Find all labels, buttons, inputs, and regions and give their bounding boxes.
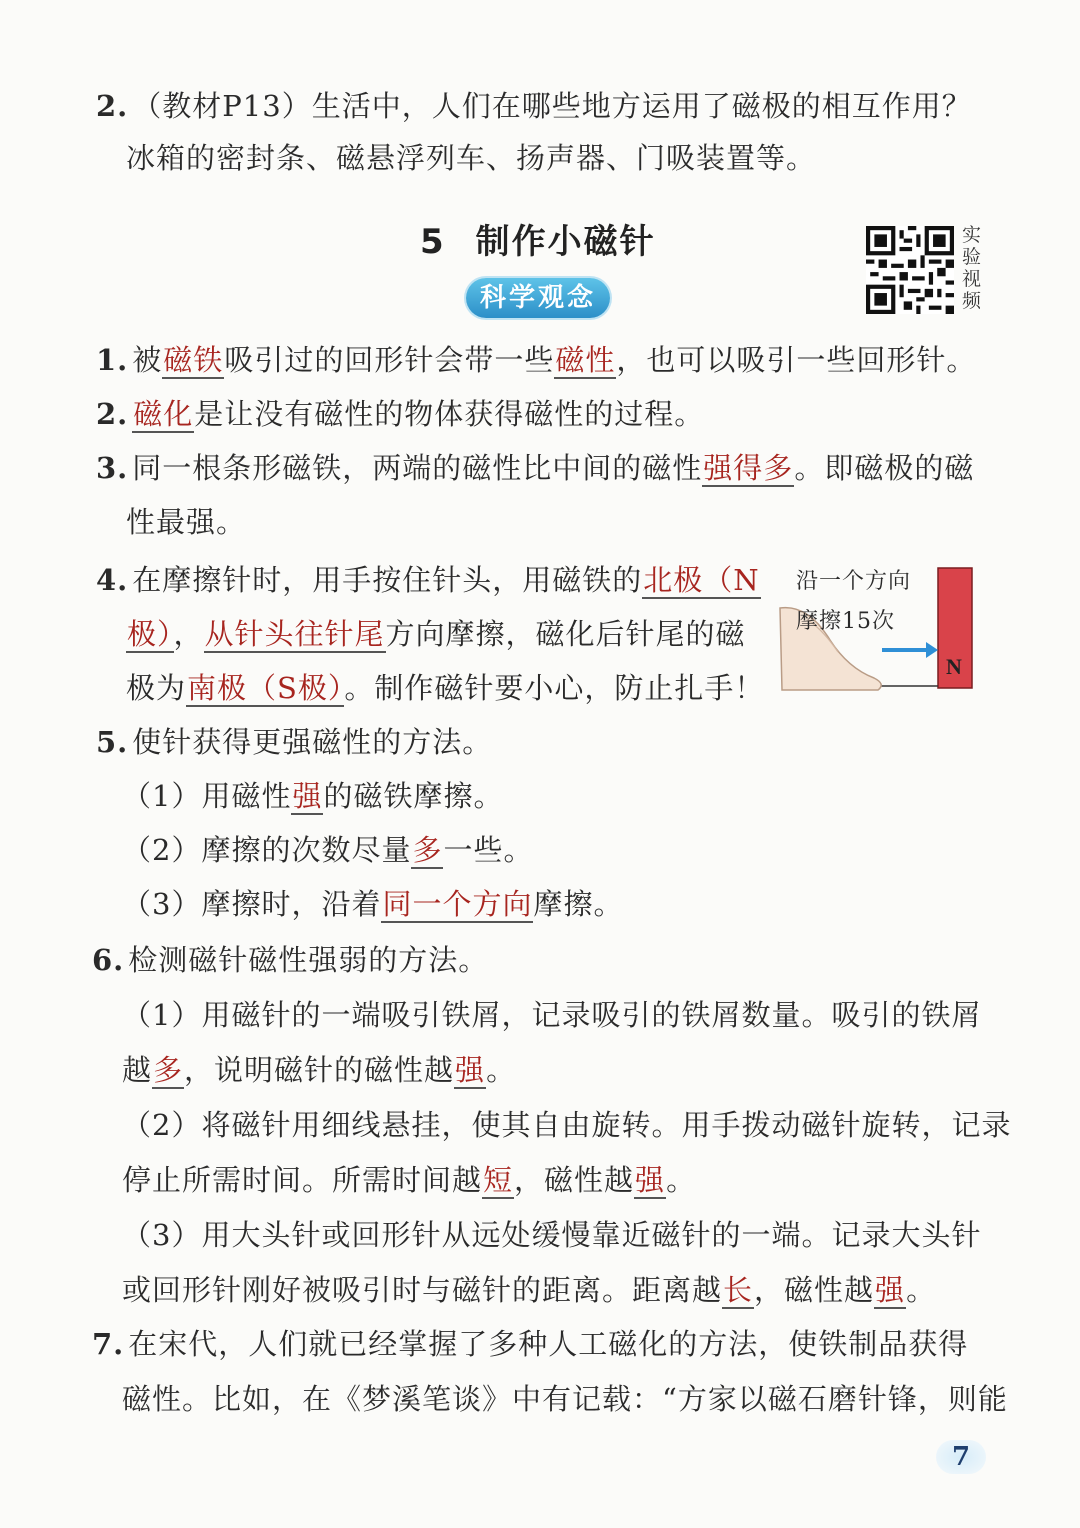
item-6-sub-1: （1）用磁针的一端吸引铁屑，记录吸引的铁屑数量。吸引的铁屑 <box>122 998 982 1032</box>
answer-fill: 磁铁 <box>163 343 224 377</box>
text: 在宋代，人们就已经掌握了多种人工磁化的方法，使铁制品获得 <box>128 1327 969 1361</box>
text: 检测磁针磁性强弱的方法。 <box>128 943 489 977</box>
item-5-sub-2 <box>122 830 533 870</box>
text: ，也可以吸引一些回形针。 <box>616 343 977 377</box>
question-2 <box>96 86 972 126</box>
answer-fill: 长 <box>723 1273 754 1307</box>
section-title <box>420 214 656 263</box>
item-4-line2 <box>126 614 746 654</box>
item-6-sub-1-cont <box>122 1050 516 1090</box>
answer-fill: 短 <box>483 1163 514 1197</box>
text: 摩擦。 <box>533 887 624 921</box>
text: 极为 <box>126 671 187 705</box>
arrow-head <box>926 642 938 658</box>
item-3 <box>96 448 974 488</box>
item-2 <box>96 394 704 434</box>
item-3-cont: 性最强。 <box>126 505 247 539</box>
text: 的磁铁摩擦。 <box>323 779 504 813</box>
item-6-sub-2: （2）将磁针用细线悬挂，使其自由旋转。用手拨动磁针旋转，记录 <box>122 1108 1012 1142</box>
item-6-sub-2-cont <box>122 1160 696 1200</box>
text: 停止所需时间。所需时间越 <box>122 1163 483 1197</box>
item-7-cont: 磁性。比如，在《梦溪笔谈》中有记载：“方家以磁石磨针锋，则能 <box>122 1382 1008 1416</box>
item-1 <box>96 340 976 380</box>
qr-code-icon[interactable] <box>866 226 954 314</box>
item-number: 6. <box>92 943 125 977</box>
section-number: 5 <box>420 222 446 262</box>
answer-fill: 强得多 <box>703 451 794 485</box>
text: 方向摩擦，磁化后针尾的磁 <box>385 617 746 651</box>
answer-fill: 磁化 <box>133 397 194 431</box>
text: ，磁性越 <box>754 1273 875 1307</box>
text: 被 <box>132 343 163 377</box>
text: 。 <box>906 1273 937 1307</box>
figure-label-1: 沿一个方向 <box>796 569 912 594</box>
text: ，说明磁针的磁性越 <box>184 1053 455 1087</box>
answer-fill: 强 <box>292 779 323 813</box>
item-4 <box>96 560 761 600</box>
text: 。 <box>486 1053 517 1087</box>
item-7 <box>92 1324 968 1364</box>
answer-fill: 多 <box>412 833 443 867</box>
text: 使针获得更强磁性的方法。 <box>132 725 493 759</box>
answer-fill: 同一个方向 <box>382 887 533 921</box>
text: 同一根条形磁铁，两端的磁性比中间的磁性 <box>132 451 703 485</box>
text: 。制作磁针要小心，防止扎手！ <box>344 671 765 705</box>
text: ， <box>173 617 204 651</box>
item-number: 5. <box>96 725 129 759</box>
text: 越 <box>122 1053 153 1087</box>
item-5 <box>96 722 492 762</box>
text: （3）摩擦时，沿着 <box>122 887 382 921</box>
answer-fill: 强 <box>635 1163 666 1197</box>
answer-fill: 从针头往针尾 <box>204 617 385 651</box>
rubbing-illustration <box>778 560 978 692</box>
answer-fill: 强 <box>875 1273 906 1307</box>
text: 或回形针刚好被吸引时与磁针的距离。距离越 <box>122 1273 723 1307</box>
question-number: 2. <box>96 89 129 123</box>
question-text: （教材P13）生活中，人们在哪些地方运用了磁极的相互作用？ <box>132 89 972 123</box>
item-6 <box>92 940 488 980</box>
item-number: 2. <box>96 397 129 431</box>
section-title-text: 制作小磁针 <box>475 222 656 262</box>
text: 一些。 <box>443 833 534 867</box>
figure-label-2: 摩擦15次 <box>796 609 895 634</box>
answer-fill: 强 <box>455 1053 486 1087</box>
page-number: 7 <box>936 1440 986 1474</box>
text: 是让没有磁性的物体获得磁性的过程。 <box>194 397 705 431</box>
text: 。 <box>666 1163 697 1197</box>
answer-fill: 北极（N <box>643 563 760 597</box>
text: （2）摩擦的次数尽量 <box>122 833 412 867</box>
text: ，磁性越 <box>514 1163 635 1197</box>
item-6-sub-3: （3）用大头针或回形针从远处缓慢靠近磁针的一端。记录大头针 <box>122 1218 982 1252</box>
answer-fill: 南极（S极） <box>187 671 344 705</box>
science-concept-badge: 科学观念 <box>466 278 610 318</box>
item-number: 3. <box>96 451 129 485</box>
north-pole-label: N <box>946 654 962 679</box>
text: 在摩擦针时，用手按住针头，用磁铁的 <box>132 563 643 597</box>
item-number: 7. <box>92 1327 125 1361</box>
answer-fill: 磁性 <box>555 343 616 377</box>
item-number: 1. <box>96 343 129 377</box>
answer-fill: 极） <box>127 617 173 651</box>
item-5-sub-1 <box>122 776 503 816</box>
item-6-sub-3-cont <box>122 1270 936 1310</box>
qr-label: 实验视频 <box>962 224 982 312</box>
question-2-answer: 冰箱的密封条、磁悬浮列车、扬声器、门吸装置等。 <box>126 141 817 175</box>
text: （1）用磁性 <box>122 779 292 813</box>
answer-fill: 多 <box>153 1053 184 1087</box>
item-5-sub-3 <box>122 884 623 924</box>
text: 吸引过的回形针会带一些 <box>224 343 555 377</box>
item-4-line3 <box>126 668 764 708</box>
item-number: 4. <box>96 563 129 597</box>
text: 。即磁极的磁 <box>794 451 975 485</box>
